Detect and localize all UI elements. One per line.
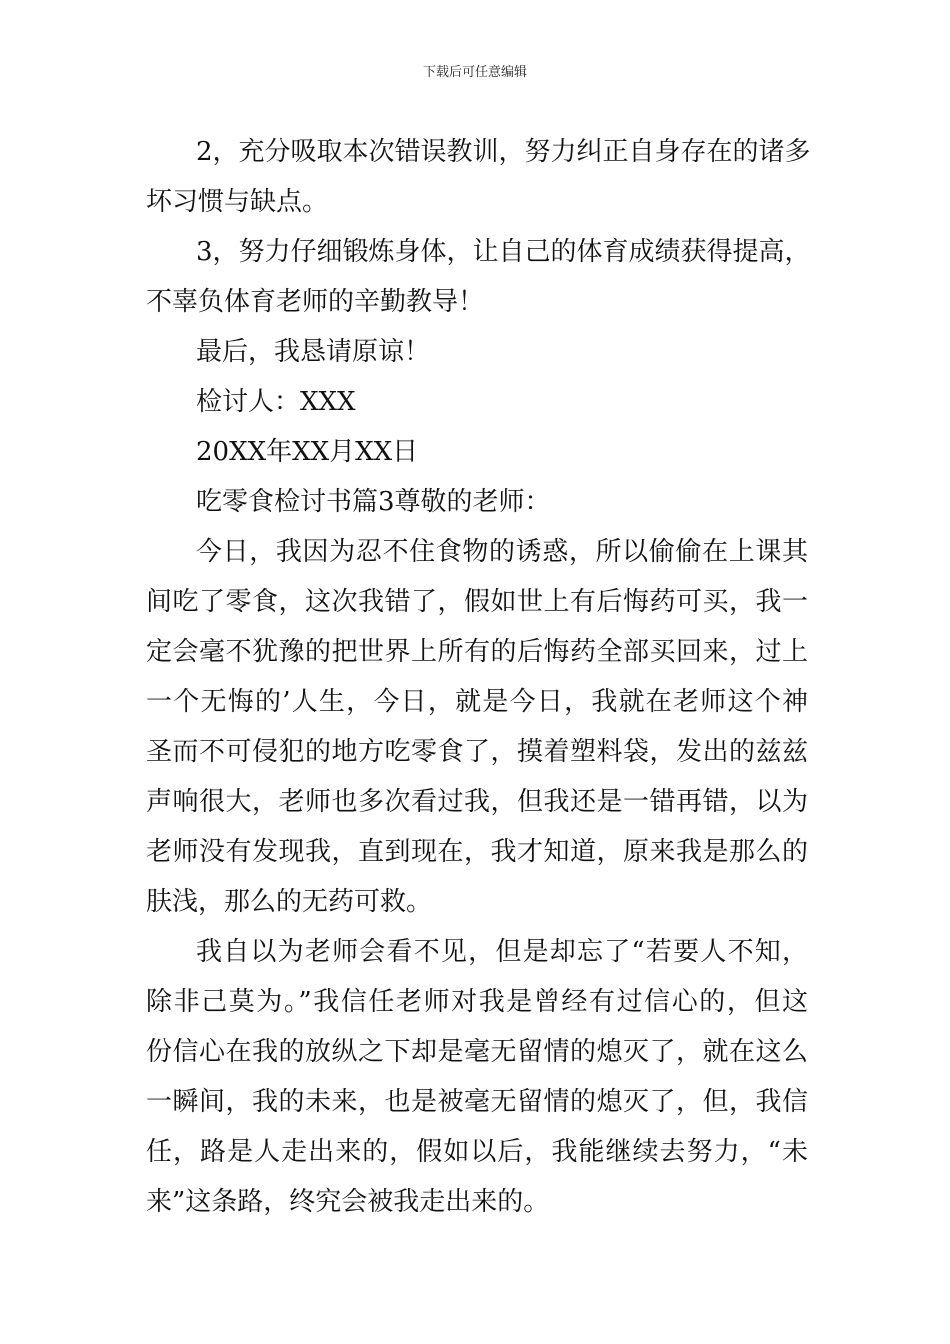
- text-line: 肤浅，那么的无药可救。: [146, 887, 433, 917]
- text-line: 任，路是人走出来的，假如以后，我能继续去努力，“未: [146, 1137, 808, 1167]
- document-body: [146, 127, 811, 1227]
- text-line: 20XX年XX月XX日: [196, 437, 419, 467]
- text-line: 间吃了零食，这次我错了，假如世上有后悔药可买，我一: [146, 587, 808, 617]
- text-line: 声响很大，老师也多次看过我，但我还是一错再错，以为: [146, 787, 808, 817]
- text-line: 来”这条路，终究会被我走出来的。: [146, 1187, 550, 1217]
- text-line: 检讨人：XXX: [196, 387, 356, 417]
- text-line: 3，努力仔细锻炼身体，让自己的体育成绩获得提高，: [196, 237, 811, 267]
- text-line: 份信心在我的放纵之下却是毫无留情的熄灭了，就在这么: [146, 1037, 808, 1067]
- page-header: 下载后可任意编辑: [422, 65, 527, 80]
- text-line: 不辜负体育老师的辛勤教导！: [146, 287, 485, 317]
- text-line: 吃零食检讨书篇3尊敬的老师：: [196, 487, 551, 517]
- text-line: 2，充分吸取本次错误教训，努力纠正自身存在的诸多: [196, 137, 811, 167]
- text-line: 最后，我恳请原谅！: [196, 337, 431, 367]
- text-line: 坏习惯与缺点。: [146, 187, 329, 217]
- text-line: 今日，我因为忍不住食物的诱惑，所以偷偷在上课其: [196, 537, 808, 567]
- text-line: 定会毫不犹豫的把世界上所有的后悔药全部买回来，过上: [146, 637, 808, 667]
- text-line: 除非己莫为。”我信任老师对我是曾经有过信心的，但这: [146, 987, 808, 1017]
- text-line: 一个无悔的’人生，今日，就是今日，我就在老师这个神: [146, 687, 808, 717]
- text-line: 圣而不可侵犯的地方吃零食了，摸着塑料袋，发出的兹兹: [146, 737, 808, 767]
- text-line: 我自以为老师会看不见，但是却忘了“若要人不知，: [196, 937, 808, 967]
- text-line: 老师没有发现我，直到现在，我才知道，原来我是那么的: [146, 837, 808, 867]
- text-line: 一瞬间，我的未来，也是被毫无留情的熄灭了，但，我信: [146, 1087, 808, 1117]
